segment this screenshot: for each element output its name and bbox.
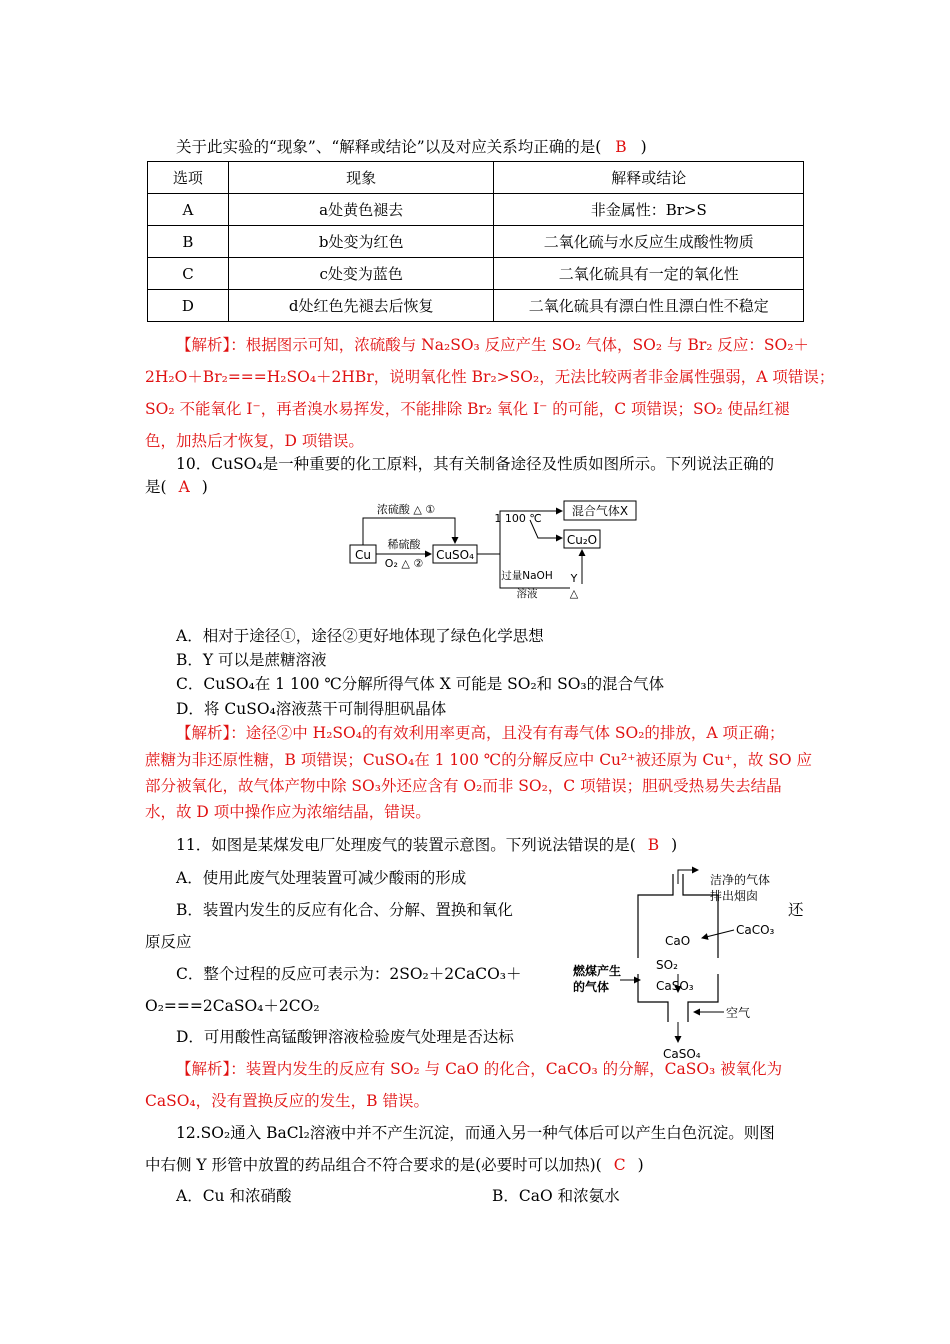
- table-cell: D: [148, 290, 229, 322]
- y-label: Y: [570, 572, 578, 585]
- q10-option-d: D．将 CuSO₄溶液蒸干可制得胆矾晶体: [176, 700, 447, 718]
- flue-gas-label-2: 的气体: [573, 980, 610, 994]
- temp-label: 1 100 ℃: [494, 512, 542, 525]
- q10-analysis-line: 【解析】：途径②中 H₂SO₄的有效利用率更高，且没有有毒气体 SO₂的排放，A 项正确；: [176, 724, 785, 742]
- route1-label: 浓硫酸 △ ①: [376, 503, 436, 516]
- q10-option-c: C．CuSO₄在 1 100 ℃分解所得气体 X 可能是 SO₂和 SO₃的混合气体: [176, 675, 665, 693]
- q11-option-d: D．可用酸性高锰酸钾溶液检验废气处理是否达标: [176, 1028, 514, 1046]
- q10-stem-cont: 是( A ): [145, 478, 208, 496]
- air-label: 空气: [726, 1006, 751, 1020]
- q9-stem: 关于此实验的“现象”、“解释或结论”以及对应关系均正确的是( B ): [176, 138, 647, 156]
- q9-analysis-line: 色，加热后才恢复，D 项错误。: [145, 432, 364, 450]
- table-cell: B: [148, 226, 229, 258]
- q12-option-b: B．CaO 和浓氨水: [492, 1187, 620, 1205]
- q10-option-b: B．Y 可以是蔗糖溶液: [176, 651, 327, 669]
- table-row: [148, 290, 804, 322]
- q11-option-c: C．整个过程的反应可表示为：2SO₂＋2CaCO₃＋: [176, 965, 522, 983]
- route2-label-top: 稀硫酸: [387, 538, 421, 551]
- q11-analysis-line: 【解析】：装置内发生的反应有 SO₂ 与 CaO 的化合，CaCO₃ 的分解，CaSO₃ 被氧化为: [176, 1060, 783, 1078]
- naoh-label-bottom: 溶液: [516, 588, 538, 600]
- q11-diagram: [568, 862, 788, 1062]
- table-row: [148, 226, 804, 258]
- table-row: [148, 258, 804, 290]
- chimney-label: 排出烟囱: [710, 889, 759, 903]
- q12-stem-cont: 中右侧 Y 形管中放置的药品组合不符合要求的是(必要时可以加热)( C ): [145, 1156, 644, 1174]
- flue-gas-label: 燃煤产生: [573, 964, 622, 978]
- table-header: 现象: [228, 162, 494, 194]
- q11-option-b-cont2: 原反应: [145, 933, 192, 951]
- q9-analysis-line: 【解析】：根据图示可知，浓硫酸与 Na₂SO₃ 反应产生 SO₂ 气体，SO₂ 与 Br₂ 反应：SO₂＋: [176, 336, 809, 354]
- table-cell: c处变为蓝色: [228, 258, 494, 290]
- table-cell: 二氧化硫与水反应生成酸性物质: [494, 226, 804, 258]
- table-cell: a处黄色褪去: [228, 194, 494, 226]
- q10-answer: A: [178, 478, 190, 496]
- q11-option-c-cont: O₂===2CaSO₄＋2CO₂: [145, 997, 320, 1015]
- route2-label-bottom: O₂ △ ②: [384, 557, 424, 570]
- q10-diagram: [340, 498, 650, 603]
- q11-option-b-cont1: 还: [788, 901, 804, 919]
- naoh-label-top: 过量NaOH: [501, 570, 553, 582]
- q10-option-a: A．相对于途径①，途径②更好地体现了绿色化学思想: [176, 627, 544, 645]
- table-cell: 二氧化硫具有一定的氧化性: [494, 258, 804, 290]
- q11-option-a: A．使用此废气处理装置可减少酸雨的形成: [176, 869, 467, 887]
- table-cell: A: [148, 194, 229, 226]
- heat-label: △: [569, 587, 579, 600]
- table-header: 解释或结论: [494, 162, 804, 194]
- table-cell: b处变为红色: [228, 226, 494, 258]
- q9-table: [147, 161, 804, 322]
- q11-answer: B: [647, 836, 660, 854]
- q9-answer: B: [615, 138, 627, 156]
- table-header: 选项: [148, 162, 229, 194]
- q10-analysis-line: 水，故 D 项中操作应为浓缩结晶，错误。: [145, 803, 431, 821]
- table-cell: 二氧化硫具有漂白性且漂白性不稳定: [494, 290, 804, 322]
- q10-stem: 10．CuSO₄是一种重要的化工原料，其有关制备途径及性质如图所示。下列说法正确的: [176, 455, 775, 473]
- table-header-row: [148, 162, 804, 194]
- table-cell: d处红色先褪去后恢复: [228, 290, 494, 322]
- table-cell: C: [148, 258, 229, 290]
- clean-gas-label: 洁净的气体: [710, 873, 771, 887]
- table-row: [148, 194, 804, 226]
- q11-stem: 11．如图是某煤发电厂处理废气的装置示意图。下列说法错误的是( B ): [176, 836, 678, 854]
- caco3-label: CaCO₃: [736, 923, 775, 937]
- q11-option-b: B．装置内发生的反应有化合、分解、置换和氧化: [176, 901, 513, 919]
- cao-label: CaO: [665, 934, 691, 948]
- cu-label: Cu: [355, 548, 371, 562]
- q10-analysis-line: 蔗糖为非还原性糖，B 项错误；CuSO₄在 1 100 ℃的分解反应中 Cu²⁺被还原为 Cu⁺，故 SO 应: [145, 751, 813, 769]
- cuso4-label: CuSO₄: [436, 548, 474, 562]
- so2-label: SO₂: [656, 958, 678, 972]
- q9-analysis-line: 2H₂O＋Br₂===H₂SO₄＋2HBr，说明氧化性 Br₂>SO₂，无法比较两者非金属性强弱，A 项错误；: [145, 368, 835, 386]
- q12-stem: 12.SO₂通入 BaCl₂溶液中并不产生沉淀，而通入另一种气体后可以产生白色沉淀。则图: [176, 1124, 775, 1142]
- q12-answer: C: [613, 1156, 626, 1174]
- table-cell: 非金属性：Br>S: [494, 194, 804, 226]
- caso4-label: CaSO₄: [663, 1047, 701, 1061]
- q11-analysis-line: CaSO₄，没有置换反应的发生，B 错误。: [145, 1092, 429, 1110]
- q9-analysis-line: SO₂ 不能氧化 I⁻，再者溴水易挥发，不能排除 Br₂ 氧化 I⁻ 的可能，C 项错误；SO₂ 使品红褪: [145, 400, 790, 418]
- gas-x-label: 混合气体X: [571, 504, 629, 518]
- q10-analysis-line: 部分被氧化，故气体产物中除 SO₃外还应含有 O₂而非 SO₂，C 项错误；胆矾受热易失去结晶: [145, 777, 782, 795]
- cu2o-label: Cu₂O: [566, 533, 598, 547]
- q12-option-a: A．Cu 和浓硝酸: [176, 1187, 292, 1205]
- caso3-label: CaSO₃: [656, 979, 694, 993]
